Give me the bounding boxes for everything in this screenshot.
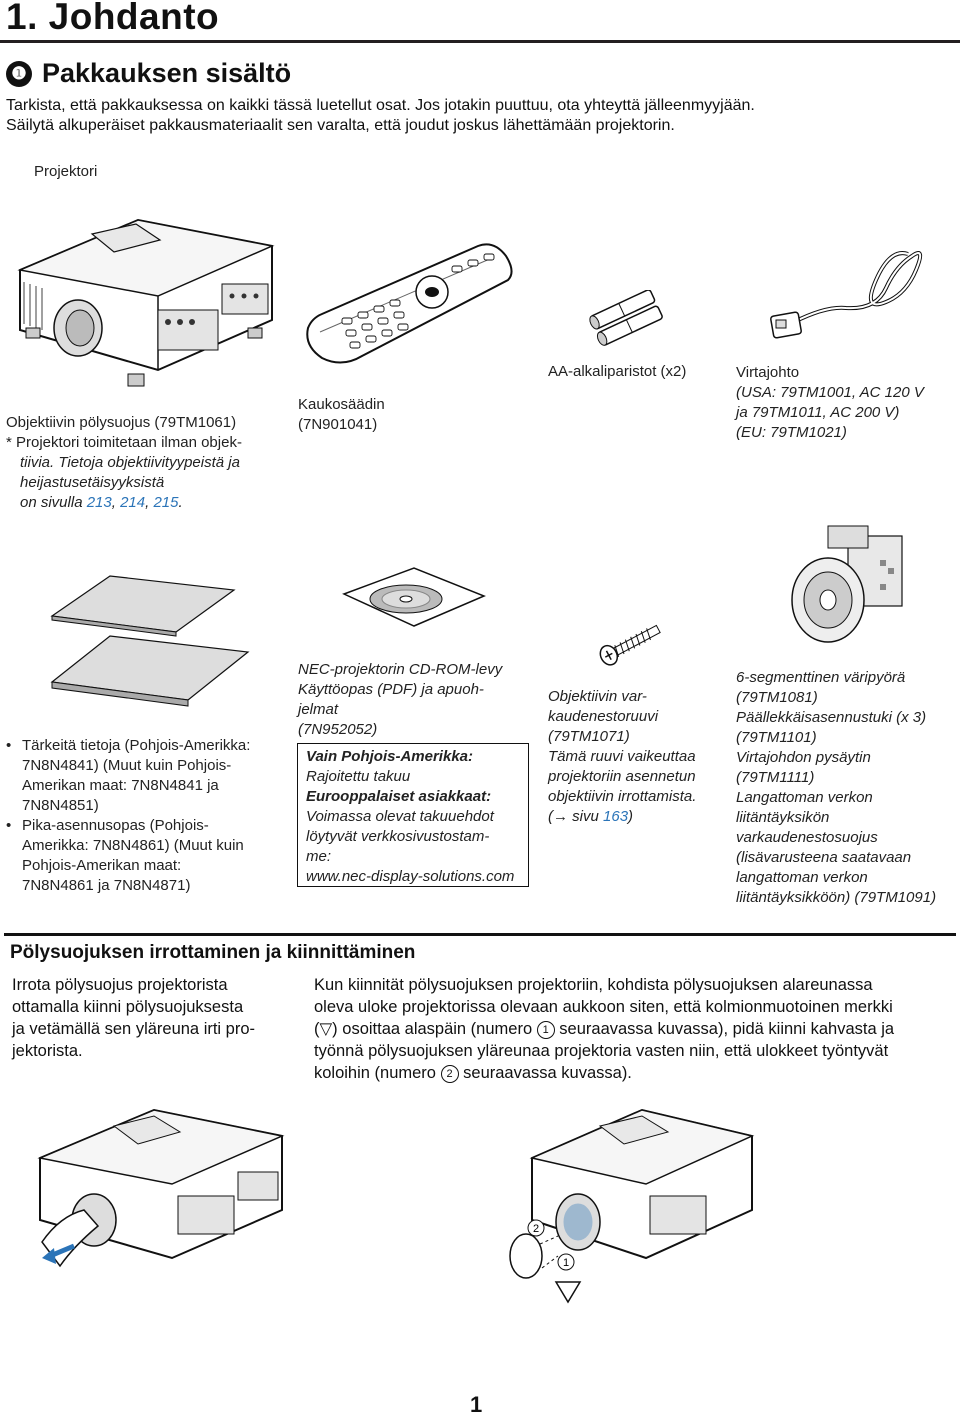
screw-illustration: [590, 616, 670, 672]
dust-right-line: työnnä pölysuojuksen yläreunaa projektoria vasten niin, että ulokkeet työntyvät: [314, 1042, 889, 1060]
page-link[interactable]: 214: [120, 494, 146, 511]
batteries-caption: AA-alkaliparistot (x2): [548, 363, 687, 380]
dust-left-line: ja vetämällä sen yläreuna irti pro-: [12, 1020, 256, 1038]
dust-right-line: oleva uloke projektorissa olevaan aukkoon siten, että kolmionmuotoinen merkki: [314, 998, 893, 1016]
cdrom-caption: [298, 660, 502, 740]
dust-left-line: ottamalla kiinni pölysuojuksesta: [12, 998, 244, 1016]
section-title-text: Pakkauksen sisältö: [42, 58, 292, 88]
page-link[interactable]: 213: [86, 494, 112, 511]
screw-caption-line: Objektiivin var-: [548, 688, 647, 705]
separator: ,: [145, 494, 154, 511]
cord-caption-line: (EU: 79TM1021): [736, 424, 847, 441]
projector-note-line: * Projektori toimitetaan ilman objek-: [6, 434, 242, 451]
warranty-eu-title: Eurooppalaiset asiakkaat:: [306, 788, 492, 805]
page-link[interactable]: 215: [153, 494, 179, 511]
figure-label-1: 1: [562, 1257, 570, 1269]
document-item: [6, 816, 276, 896]
wheel-caption-line: Virtajohdon pysäytin: [736, 749, 871, 766]
circled-number: 2: [441, 1065, 459, 1083]
projector-illustration: [8, 200, 280, 400]
doc-line: 7N8N4861 ja 7N8N4871): [22, 877, 191, 894]
dust-right-line: [314, 1062, 954, 1084]
cord-caption-line: ja 79TM1011, AC 200 V): [736, 404, 900, 421]
screw-caption: [548, 687, 696, 827]
dust-cap-attach-text: [314, 974, 954, 1084]
dust-cap-remove-text: [12, 974, 294, 1062]
note-text: on sivulla: [20, 494, 87, 511]
projector-note-line: [6, 493, 276, 513]
text-span: seuraavassa kuvassa).: [458, 1064, 632, 1082]
documents-list: [6, 736, 276, 896]
wheel-caption-line: varkaudenestosuojus: [736, 829, 878, 846]
doc-line: Amerikka: 7N8N4861) (Muut kuin: [22, 837, 244, 854]
doc-line: • Pika-asennusopas (Pohjois-: [22, 817, 209, 834]
color-wheel-caption: [736, 668, 936, 908]
cdrom-caption-line: jelmat: [298, 701, 339, 718]
dust-cap-section: [4, 933, 956, 1086]
intro-text: [6, 96, 956, 136]
screw-caption-line: (79TM1071): [548, 728, 630, 745]
wheel-caption-line: (79TM1111): [736, 769, 815, 786]
figure-label-2: 2: [532, 1223, 540, 1235]
intro-line: Tarkista, että pakkauksessa on kaikki tässä luetellut osat. Jos jotakin puuttuu, ota yhteyttä jälleenmyyjään.: [6, 97, 755, 114]
dust-left-line: Irrota pölysuojus projektorista: [12, 976, 228, 994]
projector-label: Projektori: [34, 163, 98, 180]
wheel-caption-line: Langattoman verkon: [736, 789, 873, 806]
warranty-eu-line: Voimassa olevat takuuehdot: [306, 808, 494, 825]
section-number-badge: ❶: [6, 61, 32, 87]
warranty-url[interactable]: www.nec-display-solutions.com: [306, 868, 515, 885]
remote-control-illustration: [302, 236, 516, 372]
separator: ,: [111, 494, 121, 511]
warranty-box: [297, 743, 529, 887]
wheel-caption-line: (79TM1101): [736, 729, 817, 746]
batteries-illustration: [588, 290, 672, 346]
dust-left-line: jektorista.: [12, 1042, 83, 1060]
doc-line: 7N8N4841) (Muut kuin Pohjois-: [22, 757, 232, 774]
text-span: (▽) osoittaa alaspäin (numero: [314, 1020, 537, 1038]
power-cord-caption: [736, 363, 924, 443]
remove-cap-illustration: [30, 1096, 290, 1292]
cord-caption-line: (USA: 79TM1001, AC 120 V: [736, 384, 924, 401]
color-wheel-illustration: [784, 520, 914, 650]
wheel-caption-line: (lisävarusteena saatavaan: [736, 849, 912, 866]
doc-line: • Tärkeitä tietoja (Pohjois-Amerikka:: [22, 737, 251, 754]
doc-line: Pohjois-Amerikan maat:: [22, 857, 182, 874]
dust-right-line: Kun kiinnität pölysuojuksen projektoriin, kohdista pölysuojuksen alareunassa: [314, 976, 873, 994]
chapter-rule: [0, 40, 960, 43]
wheel-caption-line: (79TM1081): [736, 689, 818, 706]
screw-caption-line: kaudenestoruuvi: [548, 708, 659, 725]
wheel-caption-line: langattoman verkon: [736, 869, 868, 886]
intro-line: Säilytä alkuperäiset pakkausmateriaalit sen varalta, että joudut joskus lähettämään projektorin.: [6, 117, 675, 134]
circled-number: 1: [537, 1021, 555, 1039]
screw-caption-line: projektoriin asennetun: [548, 768, 696, 785]
power-cord-illustration: [766, 236, 928, 348]
wheel-caption-line: 6-segmenttinen väripyörä: [736, 669, 906, 686]
page-number: 1: [470, 1392, 483, 1417]
remote-caption-line: (7N901041): [298, 416, 378, 433]
document-item: [6, 736, 276, 816]
wheel-caption-line: liitäntäyksikön: [736, 809, 830, 826]
wheel-caption-line: Päällekkäisasennustuki (x 3): [736, 709, 927, 726]
note-end: .: [178, 494, 183, 511]
cdrom-caption-line: NEC-projektorin CD-ROM-levy: [298, 661, 503, 678]
doc-line: Amerikan maat: 7N8N4841 ja: [22, 777, 219, 794]
warranty-na-text: Rajoitettu takuu: [306, 768, 411, 785]
cord-caption-line: Virtajohto: [736, 364, 800, 381]
warranty-na-title: Vain Pohjois-Amerikka:: [306, 748, 473, 765]
dust-cap-title: Pölysuojuksen irrottaminen ja kiinnittäminen: [10, 942, 416, 963]
screw-caption-line: objektiivin irrottamista.: [548, 788, 697, 805]
text-span: seuraavassa kuvassa), pidä kiinni kahvasta ja: [554, 1020, 895, 1038]
projector-description: [6, 413, 276, 513]
screw-page-ref: [548, 807, 696, 827]
cdrom-caption-line: Käyttöopas (PDF) ja apuoh-: [298, 681, 484, 698]
ref-text: (→ sivu: [548, 808, 604, 825]
ref-text: ): [628, 808, 634, 825]
screw-caption-line: Tämä ruuvi vaikeuttaa: [548, 748, 696, 765]
projector-note-line: tiivia. Tietoja objektiivityypeistä ja: [20, 454, 240, 471]
cdrom-caption-line: (7N952052): [298, 721, 378, 738]
remote-caption-line: Kaukosäädin: [298, 396, 385, 413]
cdrom-illustration: [342, 566, 486, 628]
warranty-eu-line: löytyvät verkkosivustostam-: [306, 828, 490, 845]
remote-caption: [298, 395, 385, 435]
lens-cap-caption: Objektiivin pölysuojus (79TM1061): [6, 414, 237, 431]
documents-illustration: [38, 574, 254, 724]
section-title: [6, 58, 291, 89]
chapter-title: 1. Johdanto: [6, 0, 220, 37]
text-span: koloihin (numero: [314, 1064, 441, 1082]
warranty-eu-line: me:: [306, 848, 332, 865]
page-link[interactable]: 163: [603, 808, 629, 825]
projector-note-line: heijastusetäisyyksistä: [20, 474, 165, 491]
chapter-header: [0, 0, 960, 44]
dust-right-line: [314, 1018, 954, 1040]
wheel-caption-line: liitäntäyksikköön) (79TM1091): [736, 889, 937, 906]
doc-line: 7N8N4851): [22, 797, 99, 814]
attach-cap-illustration: [496, 1096, 758, 1316]
